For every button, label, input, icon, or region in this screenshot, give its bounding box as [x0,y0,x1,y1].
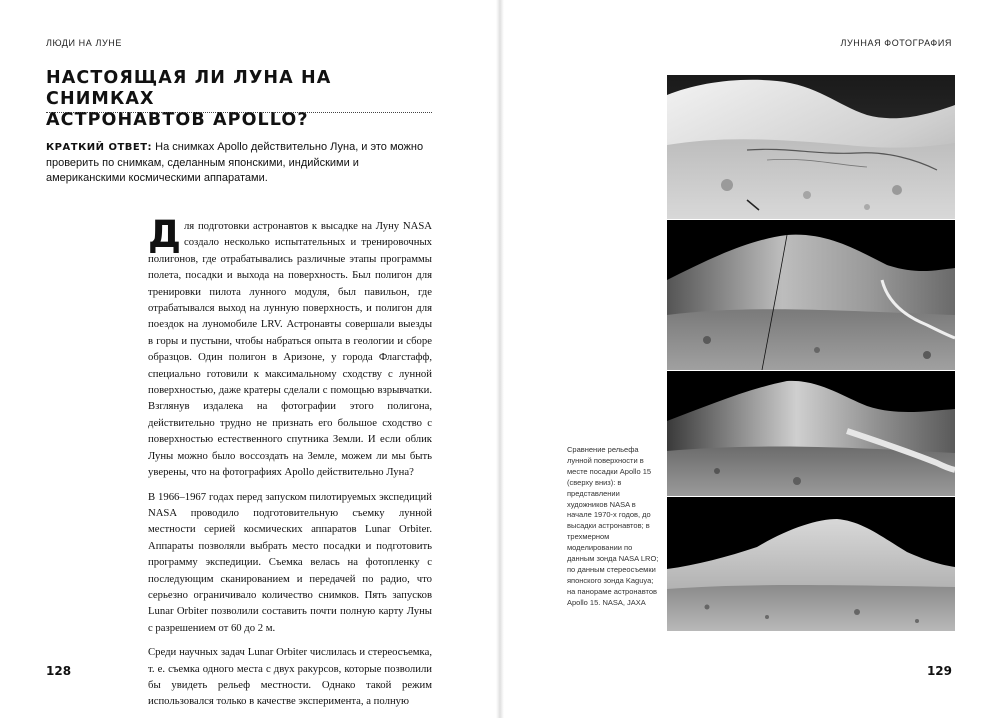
running-head-right: ЛУННАЯ ФОТОГРАФИЯ [840,38,952,48]
title-line-2: АСТРОНАВТОВ APOLLO? [46,110,309,130]
short-answer [46,140,436,187]
photo-lro-3d-model [667,220,955,370]
right-page [500,0,1000,718]
title-divider [46,112,432,113]
photo-caption: Сравнение рельефа лунной поверхности в месте посадки Apollo 15 (сверху вниз): в представлении художников NASA в начале 1970-х годов, до высадки астронавтов; в трехмерном моделировании по данным зонда NASA LRO; по данным стереосъемки японского зонда Kaguya; на панораме астронавтов Apollo 15. NASA, JAXA [567,445,659,607]
paragraph-1-text: ля подготовки астронавтов к высадке на Луну NASA создало несколько испытательных и тренировочных полигонов, где отрабатывались различные этапы программы полета, посадки и выхода на поверхность. Был полигон для тренировки пилота лунного модуля, был павильон, где отрабатывался выход на лунную поверхность, и полигон для поездок на луномобиле LRV. Астронавты совершали выезды в горы и пустыни, чтобы набраться опыта в геологии и сборе образцов. Один полигон в Аризоне, у города Флагстафф, специально готовили к максимальному сходству с лунной поверхностью, даже кратеры сделали с помощью взрывчатки. Взглянув издалека на фотографии этого полигона, действительно трудно не признать его большое сходство с поверхностью естественного спутника Земли. И если облик Луны можно было воссоздать на Земле, можем ли мы быть уверены, что на фотографиях Apollo действительно Луна? [148,220,432,479]
running-head-left: ЛЮДИ НА ЛУНЕ [46,38,122,48]
page-title [46,68,446,131]
drop-cap: Д [148,213,181,256]
photo-kaguya-stereo [667,371,955,496]
page-number-right: 129 [926,664,952,678]
paragraph-3: Среди научных задач Lunar Orbiter числилась и стереосъемка, т. е. съемка одного места с двух ракурсов, которые позволили бы увидеть рельеф местности. Однако такой режим использовался только в качестве эксперимента, а полную [148,646,432,708]
photo-apollo15-panorama [667,497,955,631]
book-gutter [496,0,504,718]
short-answer-text: На снимках Apollo действительно Луна, и это можно проверить по снимкам, сделанным японскими, индийскими и американскими космическими аппаратами. [46,141,424,184]
paragraph-1 [148,213,432,481]
title-line-1: НАСТОЯЩАЯ ЛИ ЛУНА НА СНИМКАХ [46,68,332,109]
body-text [148,213,432,718]
photo-artist-rendering [667,75,955,219]
paragraph-2: В 1966–1967 годах перед запуском пилотируемых экспедиций NASA проводило подготовительную съемку лунной местности серией космических аппаратов Lunar Orbiter. Аппараты позволяли выбрать место посадки и подготовить программу экспедиции. Съемка велась на фотопленку с последующим сканированием и передачей по радио, что серьезно ограничивало количество снимков. Пять запусков Lunar Orbiter позволили составить почти полную карту Луны с разрешением от 60 до 2 м. [148,490,432,634]
photo-stack [667,75,955,631]
page-number-left: 128 [46,664,72,678]
short-answer-label: КРАТКИЙ ОТВЕТ: [46,142,153,153]
